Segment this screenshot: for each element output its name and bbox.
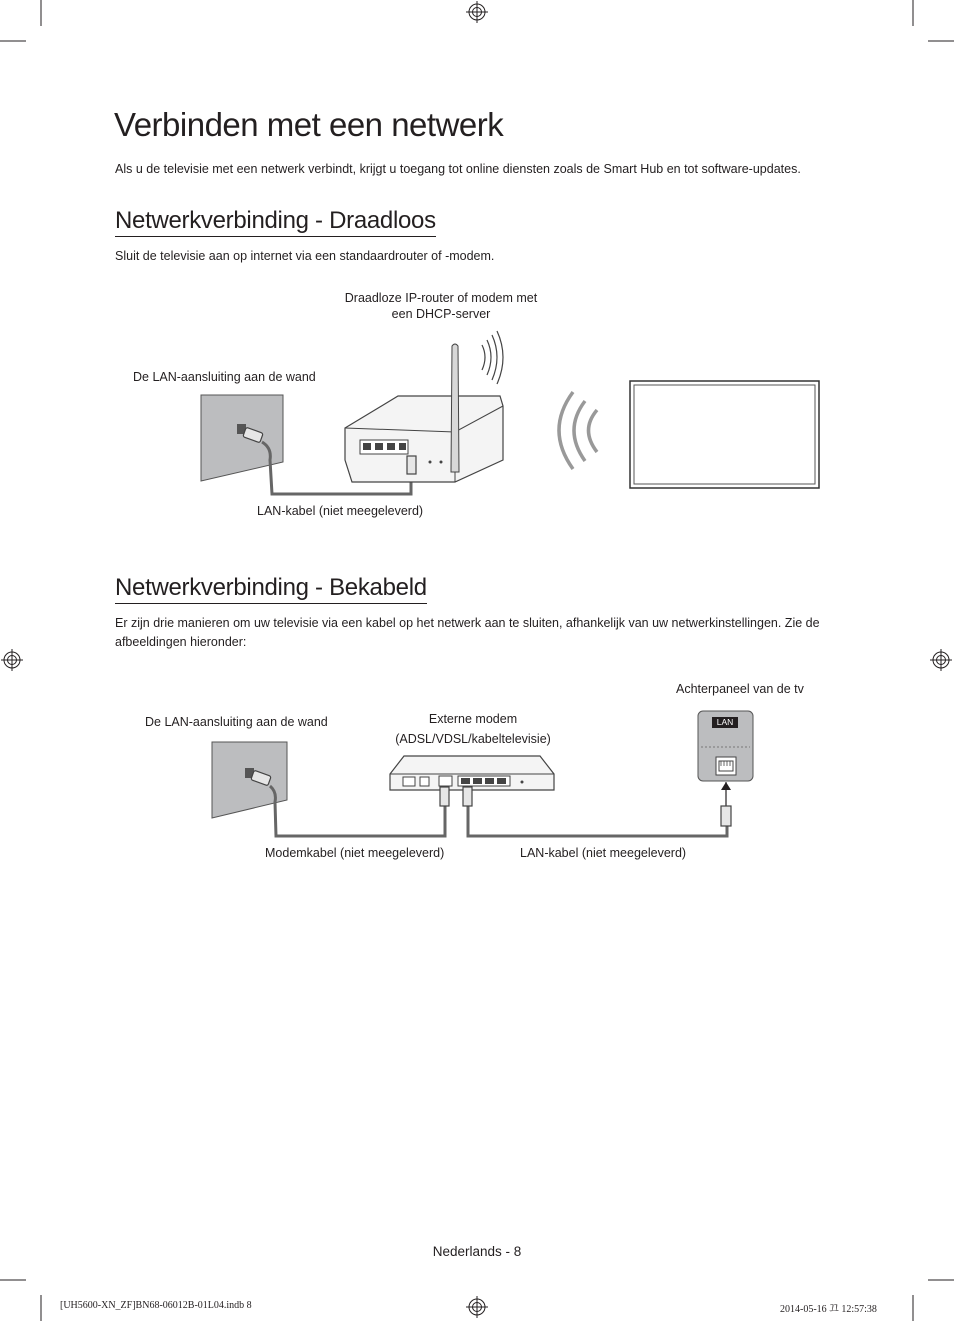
page-title: Verbinden met een netwerk	[114, 106, 504, 143]
wall-label-wireless: De LAN-aansluiting aan de wand	[133, 370, 316, 384]
wired-heading: Netwerkverbinding - Bekabeld	[115, 575, 427, 604]
tv-back-panel	[698, 711, 753, 826]
print-timestamp: 2014-05-16 끄 12:57:38	[780, 1304, 877, 1315]
arrow-up-icon	[721, 782, 731, 790]
page-number: Nederlands - 8	[432, 1244, 522, 1259]
lan-port-label: LAN	[716, 717, 734, 727]
modem-label: Externe modem (ADSL/VDSL/kabeltelevisie)	[395, 712, 551, 746]
wireless-text: Sluit de televisie aan op internet via een standaardrouter of -modem.	[115, 249, 495, 263]
wall-label-wired: De LAN-aansluiting aan de wand	[145, 715, 328, 729]
lan-cable-label: LAN-kabel (niet meegeleverd)	[520, 846, 687, 860]
modem-illustration	[390, 756, 554, 806]
router-label: Draadloze IP-router of modem met een DHCP-server	[344, 291, 538, 321]
file-info: [UH5600-XN_ZF]BN68-06012B-01L04.indb 8	[60, 1300, 252, 1311]
wired-text: Er zijn drie manieren om uw televisie via een kabel op het netwerk aan te sluiten, afhankelijk van uw netwerkinstellingen. Zie de afbeeldingen hieronder:	[115, 616, 820, 649]
intro-text: Als u de televisie met een netwerk verbindt, krijgt u toegang tot online diensten zoals de Smart Hub en tot software-updates.	[115, 162, 801, 176]
cable-label-wireless: LAN-kabel (niet meegeleverd)	[257, 504, 424, 518]
tv-back-label: Achterpaneel van de tv	[676, 682, 804, 696]
modem-cable-label: Modemkabel (niet meegeleverd)	[265, 846, 445, 860]
wireless-heading: Netwerkverbinding - Draadloos	[115, 208, 436, 237]
